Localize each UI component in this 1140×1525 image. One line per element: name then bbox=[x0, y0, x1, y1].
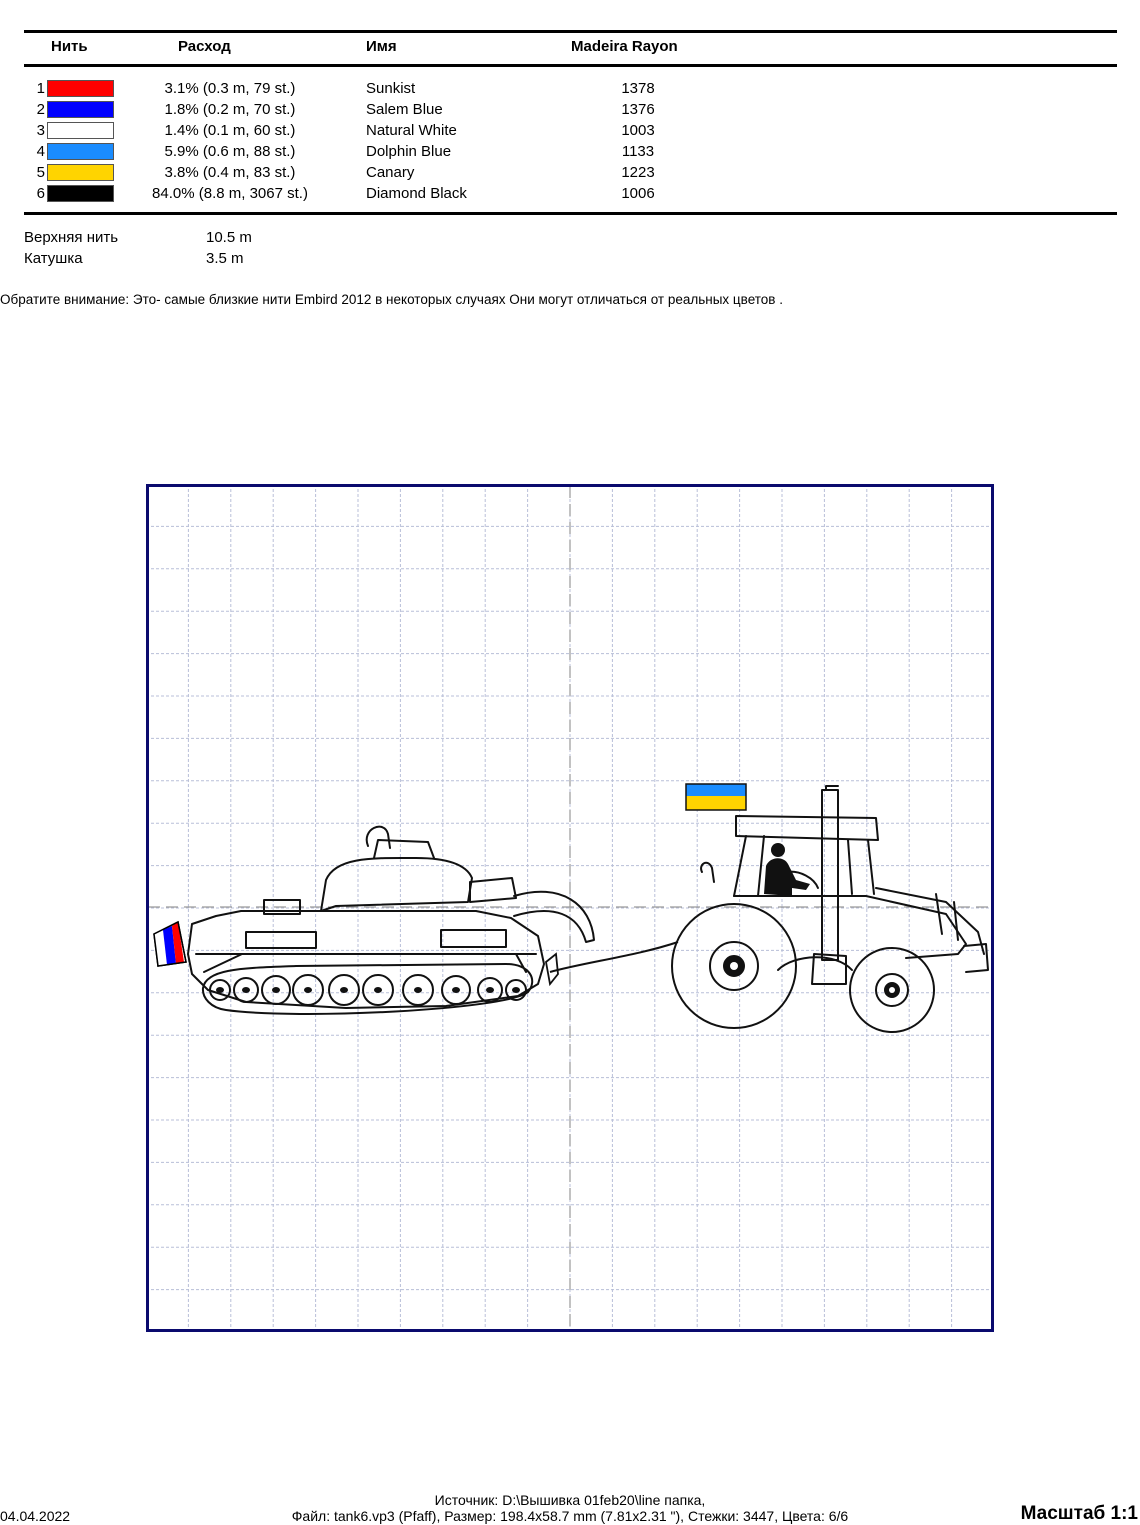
thread-number: 1 bbox=[36, 80, 45, 97]
thread-usage: 3.8% (0.4 m, 83 st.) bbox=[164, 164, 296, 181]
color-swatch bbox=[47, 164, 114, 181]
column-header-name: Имя bbox=[366, 38, 397, 55]
thread-name: Dolphin Blue bbox=[366, 143, 452, 160]
print-date: 04.04.2022 bbox=[0, 1508, 71, 1524]
thread-code: 1003 bbox=[621, 122, 655, 139]
color-swatch bbox=[47, 143, 114, 160]
thread-code: 1223 bbox=[621, 164, 655, 181]
source-path: Источник: D:\Вышивка 01feb20\line папка, bbox=[434, 1492, 706, 1508]
thread-name: Canary bbox=[366, 164, 415, 181]
thread-number: 3 bbox=[36, 122, 45, 139]
thread-usage: 1.8% (0.2 m, 70 st.) bbox=[164, 101, 296, 118]
thread-name: Natural White bbox=[366, 122, 457, 139]
bobbin-value: 3.5 m bbox=[206, 250, 244, 267]
thread-row bbox=[0, 184, 1140, 205]
thread-row bbox=[0, 121, 1140, 142]
thread-number: 6 bbox=[36, 185, 45, 202]
color-swatch bbox=[47, 185, 114, 202]
thread-number: 2 bbox=[36, 101, 45, 118]
thread-code: 1006 bbox=[621, 185, 655, 202]
bobbin-label: Катушка bbox=[24, 250, 83, 267]
thread-code: 1376 bbox=[621, 101, 655, 118]
color-disclaimer-note: Обратите внимание: Это- самые близкие нити Embird 2012 в некоторых случаях Они могут отличаться от реальных цветов . bbox=[0, 292, 783, 307]
thread-name: Sunkist bbox=[366, 80, 416, 97]
thread-name: Salem Blue bbox=[366, 101, 443, 118]
color-swatch bbox=[47, 101, 114, 118]
thread-row bbox=[0, 142, 1140, 163]
thread-row bbox=[0, 163, 1140, 184]
thread-code: 1378 bbox=[621, 80, 655, 97]
thread-row bbox=[0, 100, 1140, 121]
thread-name: Diamond Black bbox=[366, 185, 467, 202]
thread-code: 1133 bbox=[621, 143, 655, 160]
ukrainian-flag bbox=[686, 784, 746, 810]
thread-number: 5 bbox=[36, 164, 45, 181]
table-bottom-rule bbox=[24, 212, 1117, 215]
color-swatch bbox=[47, 122, 114, 139]
file-info: Файл: tank6.vp3 (Pfaff), Размер: 198.4x58.7 mm (7.81x2.31 "), Стежки: 3447, Цвета: 6/6 bbox=[291, 1508, 849, 1524]
table-header-rule bbox=[24, 64, 1117, 67]
top-thread-value: 10.5 m bbox=[206, 229, 252, 246]
column-header-thread: Нить bbox=[51, 38, 88, 55]
column-header-brand: Madeira Rayon bbox=[571, 38, 678, 55]
thread-number: 4 bbox=[36, 143, 45, 160]
embroidery-preview bbox=[146, 484, 994, 1332]
thread-usage: 5.9% (0.6 m, 88 st.) bbox=[164, 143, 296, 160]
color-swatch bbox=[47, 80, 114, 97]
top-thread-label: Верхняя нить bbox=[24, 229, 119, 246]
thread-row bbox=[0, 79, 1140, 100]
thread-usage: 84.0% (8.8 m, 3067 st.) bbox=[152, 185, 308, 202]
column-header-usage: Расход bbox=[178, 38, 231, 55]
table-top-rule bbox=[24, 30, 1117, 33]
thread-usage: 3.1% (0.3 m, 79 st.) bbox=[164, 80, 296, 97]
scale-label: Масштаб 1:1 bbox=[1020, 1503, 1138, 1524]
thread-usage: 1.4% (0.1 m, 60 st.) bbox=[164, 122, 296, 139]
